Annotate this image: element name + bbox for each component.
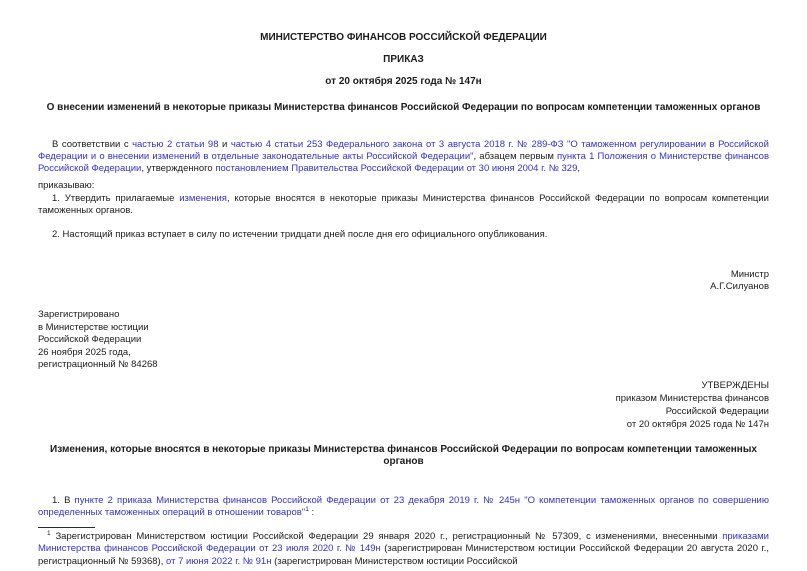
doc-link[interactable]: пункте 2 приказа Министерства финансов Российской Федерации от 23 декабря 2019 г. № 245н "О компетенции таможенных органов по совершению определенных таможенных операций в отношении товаров" bbox=[38, 494, 769, 518]
footnote-ref: 1 bbox=[47, 529, 51, 537]
text-run: 1. Утвердить прилагаемые bbox=[52, 193, 180, 204]
approved-line: от 20 октября 2025 года № 147н bbox=[626, 418, 769, 430]
text-run: : bbox=[308, 506, 315, 518]
text-run: Зарегистрирован Министерством юстиции Российской Федерации 29 января 2020 г., регистрационный № 57309, с изменениями, внесенными bbox=[50, 530, 723, 542]
text-run: , которые вносятся в некоторые приказы Министерства финансов Российской Федерации по вопросам компетенции таможенных органов. bbox=[38, 193, 769, 216]
signer-name: А.Г.Силуанов bbox=[710, 281, 769, 292]
doc-link[interactable]: частью 4 статьи 253 Федерального закона от 3 августа 2018 г. № 289-ФЗ "О таможенном регулировании в Российской Федерации и о внесении изменений в отдельные законодательные акты Российской Федерации" bbox=[38, 139, 769, 162]
text-run: В соответствии с bbox=[52, 139, 133, 150]
registration-line: Зарегистрировано bbox=[38, 309, 120, 320]
doc-link[interactable]: постановлением Правительства Российской Федерации от 30 июня 2004 г. № 329 bbox=[215, 163, 578, 174]
registration-line: 26 ноября 2025 года, bbox=[38, 346, 131, 358]
registration-line: Российской Федерации bbox=[38, 334, 142, 346]
ministry-heading: МИНИСТЕРСТВО ФИНАНСОВ РОССИЙСКОЙ ФЕДЕРАЦИИ bbox=[260, 32, 547, 43]
annex-paragraph-1 bbox=[38, 495, 769, 519]
approved-line: приказом Министерства финансов bbox=[615, 392, 769, 404]
approved-line: УТВЕРЖДЕНЫ bbox=[701, 379, 769, 391]
footnote-1 bbox=[38, 531, 769, 569]
text-run: , абзацем первым bbox=[473, 151, 557, 162]
footnote-ref: 1 bbox=[305, 505, 309, 513]
doc-link[interactable]: приказами Министерства финансов Российской Федерации от 23 июля 2020 г. № 149н bbox=[38, 530, 769, 555]
text-run: и bbox=[218, 139, 231, 150]
registration-block bbox=[38, 309, 769, 372]
doc-link[interactable]: частью 2 статьи 98 bbox=[132, 139, 219, 150]
approved-block bbox=[38, 379, 769, 431]
footnote-separator bbox=[38, 527, 95, 528]
text-run: , утвержденного bbox=[141, 163, 216, 174]
order-item-1 bbox=[38, 193, 769, 217]
order-item-2 bbox=[38, 229, 769, 241]
order-word: приказываю: bbox=[38, 180, 95, 191]
doc-link[interactable]: пункта 1 Положения о Министерстве финансов Российской Федерации bbox=[38, 151, 769, 174]
approved-line: Российской Федерации bbox=[665, 405, 769, 417]
signer-position: Министр bbox=[730, 269, 769, 280]
doc-date-heading: от 20 октября 2025 года № 147н bbox=[325, 76, 482, 87]
text-run: (зарегистрирован Министерством юстиции Российской bbox=[271, 555, 518, 567]
doc-title: О внесении изменений в некоторые приказы Министерства финансов Российской Федерации по вопросам компетенции таможенных органов bbox=[46, 102, 761, 113]
text-run: , bbox=[577, 163, 581, 174]
text-run: 1. В bbox=[52, 494, 75, 506]
text-run: 2. Настоящий приказ вступает в силу по истечении тридцати дней после дня его официального опубликования. bbox=[52, 229, 548, 240]
doc-type-heading: ПРИКАЗ bbox=[383, 54, 424, 65]
text-run: (зарегистрирован Министерством юстиции Российской Федерации 20 августа 2020 г., регистрационный № 59368), bbox=[38, 543, 769, 567]
registration-line: регистрационный № 84268 bbox=[38, 359, 158, 371]
doc-link[interactable]: изменения bbox=[179, 193, 227, 204]
annex-title: Изменения, которые вносятся в некоторые приказы Министерства финансов Российской Федерации по вопросам компетенции таможенных органов bbox=[50, 443, 757, 467]
signature-block bbox=[38, 269, 769, 293]
doc-link[interactable]: от 7 июня 2022 г. № 91н bbox=[166, 555, 272, 567]
preamble-paragraph bbox=[38, 139, 769, 175]
registration-line: в Министерстве юстиции bbox=[38, 321, 149, 333]
